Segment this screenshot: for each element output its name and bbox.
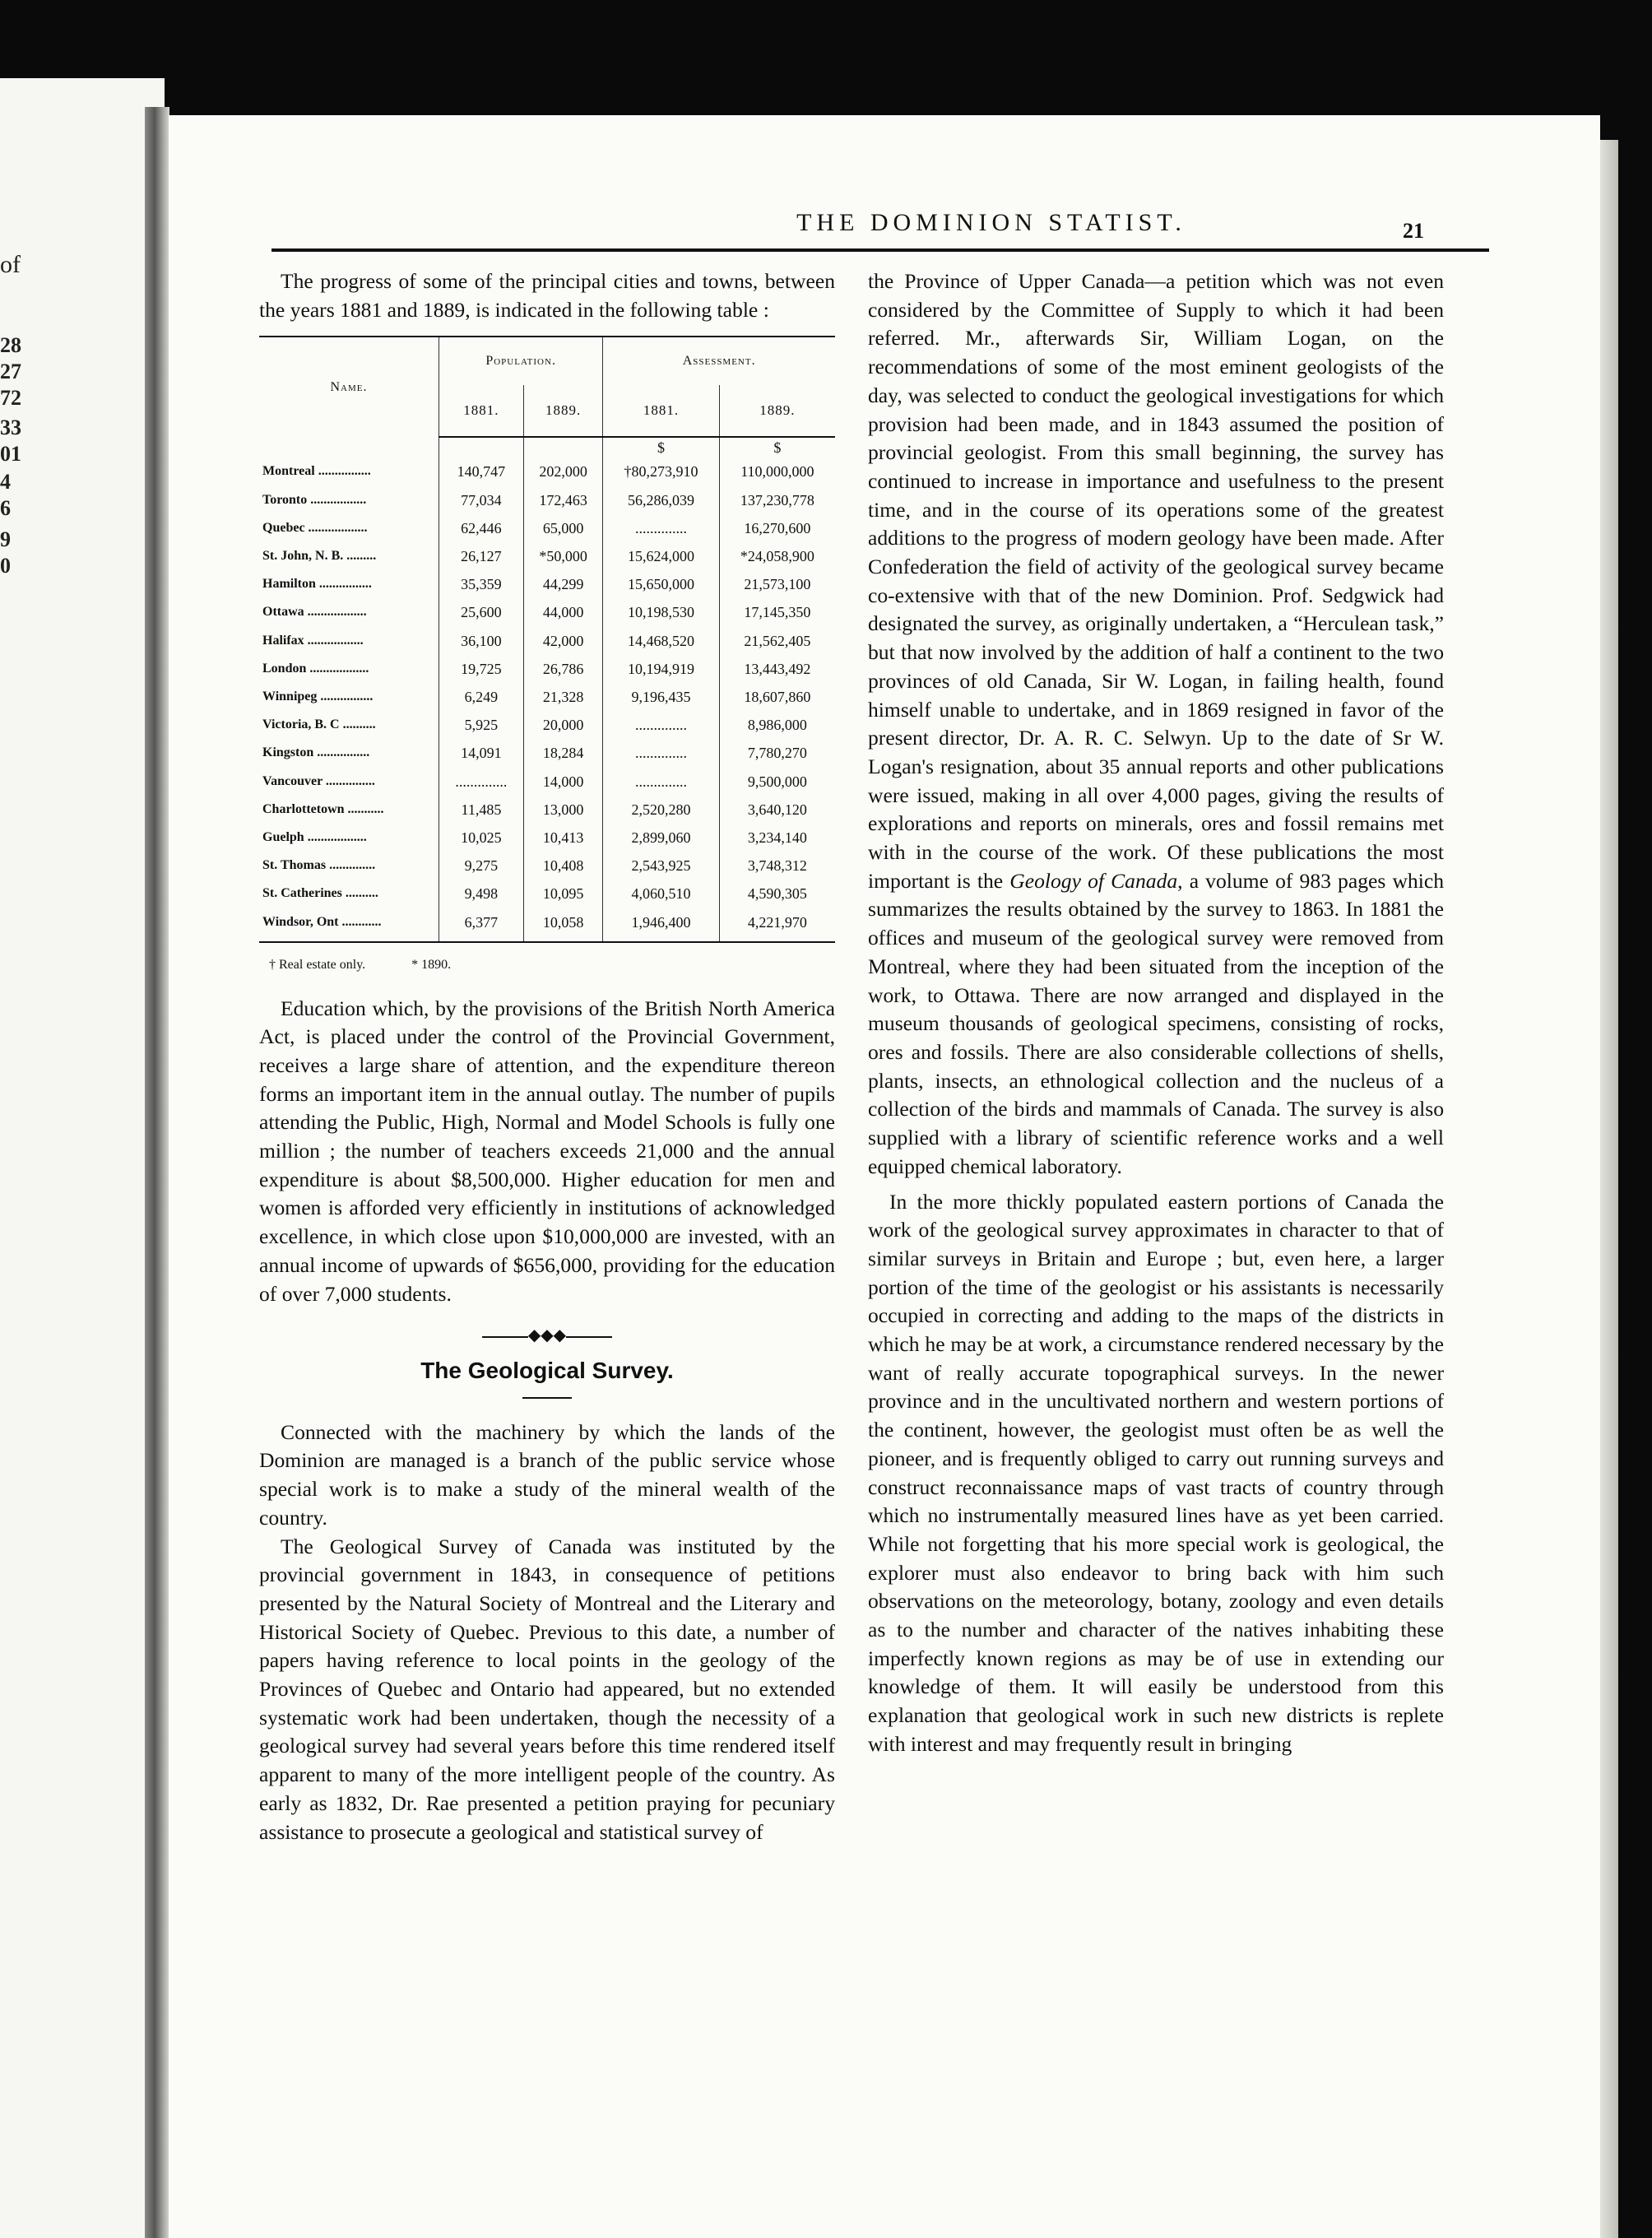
- magazine-page: [169, 115, 1600, 2238]
- footnote-1890: * 1890.: [411, 957, 452, 972]
- cell-assessment-1889: 9,500,000: [719, 768, 835, 796]
- table-row: [259, 598, 835, 626]
- body-paragraph: The Geological Survey of Canada was instituted by the provincial government in 1843, in consequence of petitions presented by the Natural Society of Montreal and the Literary and Historical Society of Quebec. Previous to this date, a number of papers having reference to local points in the geology of the Provinces of Quebec and Ontario had appeared, but no extended systematic work had been undertaken, though the necessity of a geological survey had several years before this time rendered itself apparent to many of the more intelligent people of the country. As early as 1832, Dr. Rae presented a petition praying for pecuniary assistance to prosecute a geological and statistical survey of: [259, 1534, 835, 1844]
- cell-city-name: Toronto .................: [262, 492, 367, 507]
- cell-assessment-1881: 2,899,060: [603, 824, 719, 852]
- cell-population-1889: 44,299: [523, 570, 602, 598]
- cell-city-name: St. Catherines ..........: [262, 886, 378, 901]
- cell-city-name: London ..................: [262, 661, 369, 676]
- cell-city-name: St. Thomas ..............: [262, 858, 376, 873]
- cell-assessment-1881: 2,543,925: [603, 852, 719, 880]
- left-column: [259, 267, 835, 1846]
- cell-city-name: Ottawa ..................: [262, 605, 367, 620]
- cell-assessment-1881: ..............: [603, 711, 719, 739]
- cell-assessment-1881: 10,198,530: [603, 598, 719, 626]
- cell-assessment-1881: ..............: [603, 768, 719, 796]
- cell-assessment-1881: ..............: [603, 739, 719, 767]
- cell-assessment-1881: †80,273,910: [603, 457, 719, 485]
- table-row: [259, 570, 835, 598]
- education-paragraph: Education which, by the provisions of the British North America Act, is placed under the control of the Provincial Government, receives a large share of attention, and the expenditure thereon forms an important item in the annual outlay. The number of pupils attending the Public, High, Normal and Model Schools is fully one million ; the number of teachers exceeds 21,000 and the annual expenditure is about $8,500,000. Higher education for men and women is afforded very efficiently in institutions of acknowledged excellence, in which close upon $10,000,000 are invested, with an annual income of upwards of $656,000, providing for the education of over 7,000 students.: [259, 996, 835, 1306]
- currency-symbol: $: [719, 437, 835, 457]
- cell-population-1889: 21,328: [523, 683, 602, 711]
- cell-city-name: Halifax .................: [262, 633, 364, 648]
- cell-population-1881: 9,498: [439, 880, 524, 908]
- cell-population-1881: 26,127: [439, 542, 524, 570]
- cell-population-1881: 62,446: [439, 514, 524, 542]
- cell-population-1889: 172,463: [523, 486, 602, 514]
- cell-assessment-1881: 9,196,435: [603, 683, 719, 711]
- cell-assessment-1889: 3,640,120: [719, 796, 835, 824]
- column-header-pop-1881: 1881.: [439, 385, 524, 437]
- cell-city-name: Quebec ..................: [262, 520, 368, 535]
- table-row: [259, 852, 835, 880]
- text-run: the Province of Upper Canada—a petition which was not even considered by the Committee of Supply to which it had been referred. Mr., afterwards Sir, William Logan, on the recommendations of some of the most eminent geologists of the day, was selected to conduct the geological investigations for which provision had been made, and in 1843 assumed the position of provincial geologist. From this small beginning, the survey has continued to increase in importance and usefulness to the present time, and in the course of its operations some of the greatest additions to the progress of modern geology have been made. After Confederation the field of activity of the geological survey became co-extensive with that of the new Dominion. Prof. Sedgwick had designated the survey, as originally undertaken, a “Herculean task,” but that now involved by the addition of half a continent to the two provinces of old Canada, Sir W. Logan, in failing health, found himself unable to undertake, and in 1869 resigned in favor of the present director, Dr. A. R. C. Selwyn. Up to the date of Sr W. Logan's resignation, about 35 annual reports and other publications were issued, making in all over 4,000 pages, giving the results of explorations and reports on minerals, ores and fossil remains met with in the course of the work. Of these publications the most important is the: [868, 269, 1444, 893]
- cell-assessment-1881: 10,194,919: [603, 655, 719, 683]
- cell-assessment-1889: 4,590,305: [719, 880, 835, 908]
- running-title: THE DOMINION STATIST.: [796, 209, 1186, 236]
- table-row: [259, 514, 835, 542]
- cell-population-1889: 14,000: [523, 768, 602, 796]
- book-title: Geology of Canada: [1009, 868, 1178, 893]
- cell-assessment-1889: 3,234,140: [719, 824, 835, 852]
- table-row: [259, 711, 835, 739]
- cell-population-1881: 5,925: [439, 711, 524, 739]
- table-row: [259, 880, 835, 908]
- cell-population-1889: 10,408: [523, 852, 602, 880]
- column-header-ass-1889: 1889.: [719, 385, 835, 437]
- cell-assessment-1889: 17,145,350: [719, 598, 835, 626]
- cell-population-1881: 11,485: [439, 796, 524, 824]
- cell-assessment-1889: *24,058,900: [719, 542, 835, 570]
- cell-population-1889: 42,000: [523, 627, 602, 655]
- column-header-pop-1889: 1889.: [523, 385, 602, 437]
- ornament-diamonds: ◆◆◆: [527, 1326, 567, 1345]
- cell-assessment-1889: 3,748,312: [719, 852, 835, 880]
- page-number: 21: [1403, 219, 1424, 243]
- right-column: [868, 267, 1444, 1759]
- cell-assessment-1881: 15,624,000: [603, 542, 719, 570]
- cell-population-1889: 10,413: [523, 824, 602, 852]
- page-edge-shadow: [1600, 140, 1618, 2238]
- cell-population-1889: 18,284: [523, 739, 602, 767]
- cell-assessment-1889: 18,607,860: [719, 683, 835, 711]
- table-row: [259, 739, 835, 767]
- facing-page-fragment: 28: [0, 333, 21, 357]
- city-statistics-table: [259, 336, 835, 942]
- facing-page-fragment: of: [0, 251, 21, 278]
- cell-assessment-1889: 4,221,970: [719, 908, 835, 942]
- cell-city-name: St. John, N. B. .........: [262, 549, 377, 564]
- cell-assessment-1889: 137,230,778: [719, 486, 835, 514]
- facing-page-fragment: 0: [0, 554, 11, 578]
- cell-population-1889: 202,000: [523, 457, 602, 485]
- cell-population-1881: 6,377: [439, 908, 524, 942]
- cell-assessment-1881: 1,946,400: [603, 908, 719, 942]
- text-run: , a volume of 983 pages which summarizes the results obtained by the survey to 1863. In 1881 the offices and museum of the geological survey were removed from Montreal, where they had been situated from the inception of the work, to Ottawa. There are now arranged and displayed in the museum thousands of geological specimens, consisting of rocks, ores and fossils. There are also considerable collections of shells, plants, insects, an ethnological collection and the nucleus of a collection of the birds and mammals of Canada. The survey is also supplied with a library of scientific reference works and a well equipped chemical laboratory.: [868, 868, 1444, 1178]
- table-row: [259, 796, 835, 824]
- table-row: [259, 457, 835, 485]
- table-body: [259, 437, 835, 941]
- section-ornament: [259, 1321, 835, 1350]
- currency-symbol: $: [603, 437, 719, 457]
- facing-page-fragment: 9: [0, 527, 11, 551]
- cell-population-1881: 14,091: [439, 739, 524, 767]
- cell-population-1881: 19,725: [439, 655, 524, 683]
- column-header-population: Population.: [439, 337, 603, 385]
- cell-city-name: Vancouver ...............: [262, 773, 375, 788]
- facing-page-fragment: 33: [0, 416, 21, 439]
- column-header-name: Name.: [259, 337, 439, 437]
- book-spine: [145, 107, 169, 2238]
- cell-population-1889: 20,000: [523, 711, 602, 739]
- cell-city-name: Charlottetown ...........: [262, 801, 384, 816]
- table-row: [259, 908, 835, 942]
- cell-assessment-1881: ..............: [603, 514, 719, 542]
- cell-city-name: Victoria, B. C ..........: [262, 717, 376, 732]
- heading-rule: [522, 1397, 572, 1399]
- intro-paragraph: The progress of some of the principal cities and towns, between the years 1881 and 1889, is indicated in the following table :: [259, 269, 835, 322]
- cell-city-name: Windsor, Ont ............: [259, 908, 439, 942]
- cell-assessment-1889: 110,000,000: [719, 457, 835, 485]
- table-row: [259, 768, 835, 796]
- cell-assessment-1881: 14,468,520: [603, 627, 719, 655]
- table-row: [259, 824, 835, 852]
- table-row: [259, 627, 835, 655]
- cell-assessment-1881: 2,520,280: [603, 796, 719, 824]
- cell-population-1889: 65,000: [523, 514, 602, 542]
- header-rule: [271, 248, 1489, 252]
- table-row: [259, 683, 835, 711]
- cell-city-name: Montreal ................: [262, 464, 371, 479]
- cell-city-name: Kingston ................: [262, 745, 370, 760]
- body-paragraph: [868, 267, 1444, 1182]
- cell-city-name: Hamilton ................: [262, 577, 372, 592]
- cell-assessment-1889: 16,270,600: [719, 514, 835, 542]
- cell-population-1889: 26,786: [523, 655, 602, 683]
- cell-population-1881: 10,025: [439, 824, 524, 852]
- table-row: [259, 655, 835, 683]
- cell-population-1889: 10,095: [523, 880, 602, 908]
- cell-assessment-1889: 8,986,000: [719, 711, 835, 739]
- cell-population-1881: ..............: [439, 768, 524, 796]
- cell-assessment-1889: 21,562,405: [719, 627, 835, 655]
- cell-population-1881: 140,747: [439, 457, 524, 485]
- cell-assessment-1881: 56,286,039: [603, 486, 719, 514]
- column-header-ass-1881: 1881.: [603, 385, 719, 437]
- cell-population-1881: 36,100: [439, 627, 524, 655]
- cell-assessment-1881: 15,650,000: [603, 570, 719, 598]
- facing-page-fragment: 27: [0, 360, 21, 383]
- facing-page-fragment: 01: [0, 442, 21, 466]
- cell-population-1881: 6,249: [439, 683, 524, 711]
- cell-population-1889: *50,000: [523, 542, 602, 570]
- cell-population-1881: 77,034: [439, 486, 524, 514]
- cell-assessment-1889: 13,443,492: [719, 655, 835, 683]
- table-footnotes: [259, 951, 835, 980]
- cell-population-1881: 25,600: [439, 598, 524, 626]
- cell-assessment-1889: 7,780,270: [719, 739, 835, 767]
- cell-population-1889: 44,000: [523, 598, 602, 626]
- facing-page-fragment: 72: [0, 386, 21, 410]
- cell-population-1881: 35,359: [439, 570, 524, 598]
- cell-assessment-1881: 4,060,510: [603, 880, 719, 908]
- cell-city-name: Guelph ..................: [262, 830, 367, 845]
- cell-city-name: Winnipeg ................: [262, 690, 374, 704]
- body-paragraph: In the more thickly populated eastern portions of Canada the work of the geological survey approximates in character to that of similar surveys in Britain and Europe ; but, even here, a larger portion of the time of the geologist or his assistants is necessarily occupied in correcting and adding to the maps of the districts in which he may be at work, a circumstance rendered necessary by the want of really accurate topographical surveys. In the newer province and in the uncultivated northern and western portions of the continent, however, the geologist must often be as well the pioneer, and is frequently obliged to carry out running surveys and construct reconnaissance maps of vast tracts of country through which no instrumentally measured lines have as yet been carried. While not forgetting that his more special work is geological, the explorer must also endeavor to bring back with him such observations on the meteorology, botany, zoology and even details as to the number and character of the natives inhabiting these imperfectly known regions as may be of use in extending our knowledge of them. It will easily be understood from this explanation that geological work in such new districts is replete with interest and may frequently result in bringing: [868, 1189, 1444, 1756]
- footnote-real-estate: † Real estate only.: [269, 957, 366, 972]
- body-paragraph: Connected with the machinery by which the lands of the Dominion are managed is a branch of the public service whose special work is to make a study of the mineral wealth of the country.: [259, 1419, 835, 1530]
- cell-population-1881: 9,275: [439, 852, 524, 880]
- section-heading: The Geological Survey.: [420, 1358, 674, 1383]
- facing-page-fragment: 6: [0, 496, 11, 520]
- facing-page-fragment: 4: [0, 470, 11, 494]
- cell-population-1889: 13,000: [523, 796, 602, 824]
- table-row: [259, 542, 835, 570]
- facing-page-edge: [0, 78, 165, 2238]
- cell-population-1889: 10,058: [523, 908, 602, 942]
- cell-assessment-1889: 21,573,100: [719, 570, 835, 598]
- column-header-assessment: Assessment.: [603, 337, 835, 385]
- table-row: [259, 486, 835, 514]
